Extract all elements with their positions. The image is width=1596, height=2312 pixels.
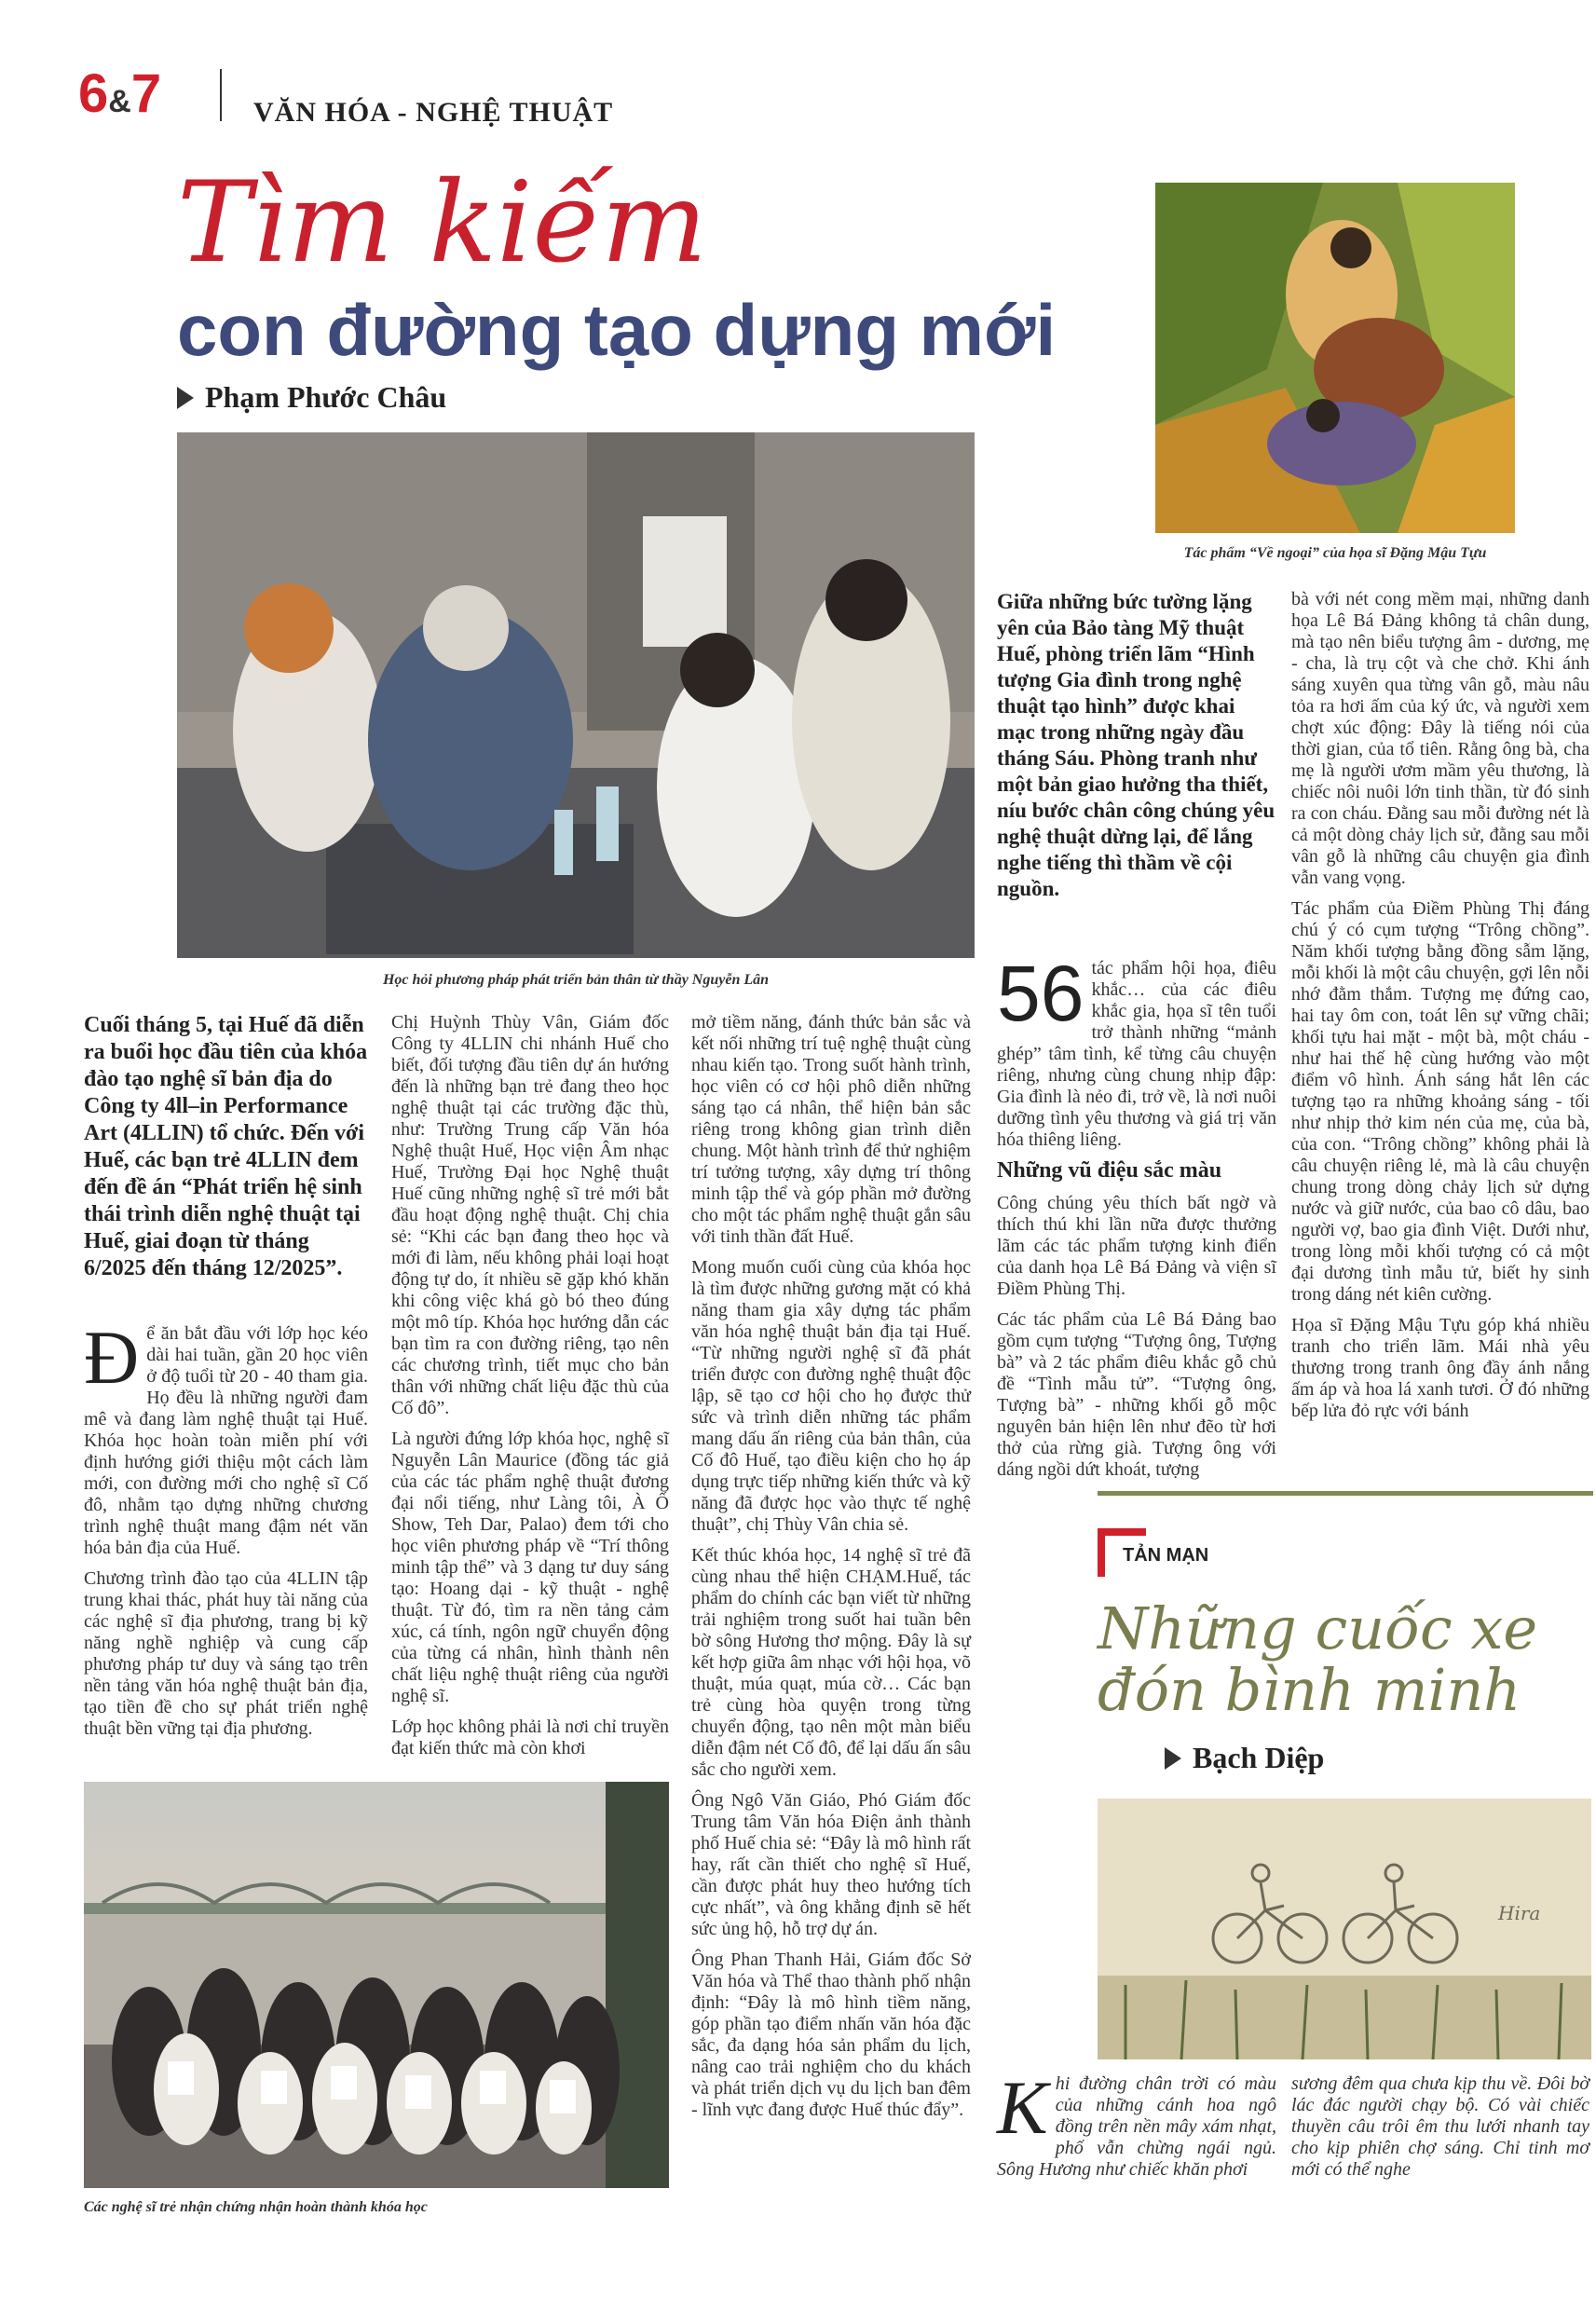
paragraph: Lớp học không phải là nơi chỉ truyền đạt kiến thức mà còn khơi — [391, 1717, 669, 1758]
painting-photo — [1155, 183, 1515, 533]
paragraph: Chị Huỳnh Thùy Vân, Giám đốc Công ty 4LLIN chi nhánh Huế cho biết, đối tượng đầu tiên dự án hướng đến là những bạn trẻ đang theo học nghệ thuật tại các trường đặc thù, như: Trường Trung cấp Văn hóa Nghệ thuật Huế, Học viện Âm nhạc Huế, Trường Đại học Nghệ thuật Huế cũng những nghệ sĩ trẻ mới bắt đầu hoạt động nghệ thuật. Chị chia sẻ: “Khi các bạn đang theo học và mới đi làm, nếu không phải loại hoạt động tự do, ít nhiều sẽ gặp khó khăn khi công việc khá gò bó theo đúng một mô típ. Khóa học hướng dẫn các bạn tìm ra con đường riêng, tạo nên các chương trình, tiết mục cho bản thân với những chất liệu đặc thù của Cố đô”. — [391, 1012, 669, 1418]
tan-man-column-2 — [1291, 2073, 1589, 2190]
triangle-icon — [177, 387, 194, 409]
art-lead: Giữa những bức tường lặng yên của Bảo tàng Mỹ thuật Huế, phòng triển lãm “Hình tượng Gia đình trong nghệ thuật tạo hình” được khai mạc trong những ngày đầu tháng Sáu. Phòng tranh như một bản giao hưởng tha thiết, níu bước chân công chúng yêu nghệ thuật dừng lại, để lắng nghe tiếng thì thầm về cội nguồn. — [997, 590, 1275, 900]
header-divider — [220, 69, 222, 121]
art-subhead: Những vũ điệu sắc màu — [997, 1158, 1222, 1183]
paragraph: Là người đứng lớp khóa học, nghệ sĩ Nguyễn Lân Maurice (đồng tác giả của các tác phẩm nghệ thuật đương đại nổi tiếng, như Làng tôi, À Ố Show, Teh Dar, Palao) đem tới cho học viên phương pháp về “Trí thông minh tập thể” và 3 dạng tư duy sáng tạo: Hoang dại - kỹ thuật - nghệ thuật. Từ đó, tìm ra nền tảng cảm xúc, cá tính, ngôn ngữ chuyển động của từng cá nhân, hình thành nên chất liệu nghệ thuật riêng của người nghệ sĩ. — [391, 1429, 669, 1706]
workshop-photo — [177, 432, 975, 958]
art-column-1: 56 tác phẩm hội họa, điêu khắc… của các điêu khắc gia, họa sĩ tên tuổi trở thành những “mảnh ghép” tâm tình, kể từng câu chuyện riêng, nhưng cùng chung nhịp đập: Gia đình là nẻo đi, trở về, là nơi nuôi dưỡng tình yêu thương và giá trị văn hóa thiêng liêng. Những vũ điệu sắc màu Công chúng yêu thích bất ngờ và thích thú khi lần nữa được thưởng lãm các tác phẩm tượng kinh điển của danh họa Lê Bá Đảng và viện sĩ Điềm Phùng Thị. Các tác phẩm của Lê Bá Đảng bao gồm cụm tượng “Tượng ông, Tượng bà” và 2 tác phẩm điêu khắc gỗ chủ đề “Tình mẫu tử”. “Tượng ông, Tượng bà” - những khối gỗ mộc nguyên bản hiện lên như đẽo từ hơi thở của rừng già. Tượng ông với dáng ngồi dứt khoát, tượng — [997, 950, 1276, 1480]
paragraph: sương đêm qua chưa kịp thu về. Đôi bờ lác đác người chạy bộ. Có vài chiếc thuyền câu trôi êm thu lưới nhanh tay cho kịp phiên chợ sáng. Chỉ tinh mơ mới có thể nghe — [1291, 2073, 1589, 2180]
paragraph: Ông Ngô Văn Giáo, Phó Giám đốc Trung tâm Văn hóa Điện ảnh thành phố Huế chia sẻ: “Đây là mô hình rất hay, rất cần thiết cho nghệ sĩ Huế, cần được phát huy theo hướng tích cực nhất”, và ông khẳng định sẽ hết sức ủng hộ, hỗ trợ dự án. — [691, 1790, 971, 1939]
tan-man-title: Những cuốc xe đón bình minh — [1098, 1594, 1538, 1724]
tan-man-byline: Bạch Diệp — [1165, 1741, 1324, 1775]
art-column-2 — [1291, 589, 1589, 1431]
article-lead: Cuối tháng 5, tại Huế đã diễn ra buổi học đầu tiên của khóa đào tạo nghệ sĩ bản địa do Công ty 4ll–in Performance Art (4LLIN) tổ chức. Đến với Huế, các bạn trẻ 4LLIN đem đến đề án “Phát triển hệ sinh thái trình diễn nghệ thuật tại Huế, giai đoạn từ tháng 6/2025 đến tháng 12/2025”. — [84, 1013, 368, 1280]
group-photo — [84, 1782, 669, 2188]
paragraph: bà với nét cong mềm mại, những danh họa Lê Bá Đảng không tả chân dung, mà tạo nên biểu tượng âm - dương, mẹ - cha, là trụ cột và che chở. Khi ánh sáng xuyên qua từng vân gỗ, màu nâu tỏa ra hơi ấm của ký ức, và người xem chợt xúc động: Đây là tiếng nói của thời gian, của tổ tiên. Rằng ông bà, cha mẹ là người ươm mầm yêu thương, là chiếc nôi nuôi lớn tinh thần, từ đó sinh ra con cháu. Đằng sau mỗi đường nét là cả một dòng chảy lịch sử, đằng sau mỗi vân gỗ là những câu chuyện gia đình vẫn vang vọng. — [1291, 589, 1589, 888]
group-photo-caption: Các nghệ sĩ trẻ nhận chứng nhận hoàn thành khóa học — [84, 2199, 428, 2215]
section-title: VĂN HÓA - NGHỆ THUẬT — [253, 97, 614, 128]
section-rule — [1098, 1491, 1593, 1496]
paragraph: Kết thúc khóa học, 14 nghệ sĩ trẻ đã cùng nhau thể hiện CHẠM.Huế, tác phẩm do chính các bạn viết từ những trải nghiệm trong suốt hai tuần bên bờ sông Hương thơ mộng. Đây là sự kết hợp giữa âm nhạc với hội họa, võ thuật, múa quạt, múa cờ… Các bạn trẻ cùng hòa quyện trong từng chuyển động, tạo nên một màn biểu diễn đậm nét Cố đô, để lại dấu ấn sâu sắc cho người xem. — [691, 1545, 971, 1780]
article-byline: Phạm Phước Châu — [177, 380, 446, 415]
paragraph: Công chúng yêu thích bất ngờ và thích thú khi lần nữa được thưởng lãm các tác phẩm tượng kinh điển của danh họa Lê Bá Đảng và viện sĩ Điềm Phùng Thị. — [997, 1193, 1276, 1299]
article-column-1: Để ăn bắt đầu với lớp học kéo dài hai tuần, gần 20 học viên ở độ tuổi từ 20 - 40 tham gia. Họ đều là những người đam mê và đang làm nghệ thuật tại Huế. Khóa học hoàn toàn miễn phí với định hướng giới thiệu một cách làm mới, con đường mới cho nghệ sĩ Cố đô, nhằm tạo dựng những chương trình nghệ thuật mang đậm nét văn hóa bản địa của Huế. Chương trình đào tạo của 4LLIN tập trung khai thác, phát huy tài năng của các nghệ sĩ địa phương, trang bị kỹ năng nghề nghiệp và cung cấp phương pháp tư duy và sáng tạo trên nền tảng văn hóa nghệ thuật bản địa, tạo tiền đề cho sự phát triển nghệ thuật bền vững tại địa phương. — [84, 1315, 368, 1739]
illustration-signature: Hira — [1498, 1902, 1541, 1924]
paragraph: Tác phẩm của Điềm Phùng Thị đáng chú ý có cụm tượng “Trông chồng”. Năm khối tượng bằng đồng sẫm lặng, mỗi khối là một câu chuyện, gợi lên nỗi nhớ đằm thắm. Tượng mẹ đứng cao, hai tay ôm con, toát lên sự vững chãi; khối tựu hai mặt - một bà, một cháu - như hai thế hệ cùng hướng vào một điểm vô hình. Ánh sáng hắt lên các tượng tạo ra những khoảng sáng - tối như nhịp thở kim nén của mẹ, của bà, của con. “Trông chồng” không phải là câu chuyện riêng lẻ, mà là câu chuyện chung trong dòng chảy lịch sử dựng nước và giữ nước, của bao cô dâu, bao người vợ, bao gia đình Việt. Dưới như, trong lòng mỗi khối tượng có cả một đại dương tình mẫu tử, biết hy sinh trong dáng nét kiên cường. — [1291, 898, 1589, 1305]
tan-man-label: TẢN MẠN — [1123, 1545, 1209, 1566]
page-number: 6&7 — [78, 63, 162, 124]
big-number: 56 — [997, 950, 1084, 1037]
article-column-2 — [391, 1012, 669, 1769]
paragraph: mở tiềm năng, đánh thức bản sắc và kết nối những trí tuệ nghệ thuật cùng nhau kiến tạo. Trong suốt hành trình, học viên có cơ hội phô diễn những sáng tạo cá nhân, thể hiện bản sắc riêng trong không gian trình diễn chung. Một hành trình để thử nghiệm trí tưởng tượng, xây dựng trí thông minh tập thể và góp phần mở đường cho một tác phẩm nghệ thuật gắn sâu với tinh thần đất Huế. — [691, 1012, 971, 1247]
article-title-main: con đường tạo dựng mới — [177, 289, 1057, 371]
paragraph: Mong muốn cuối cùng của khóa học là tìm được những gương mặt có khả năng tham gia xây dựng tác phẩm văn hóa nghệ thuật bản địa tại Huế. “Từ những người nghệ sĩ đã phát triển được con đường nghệ thuật độc lập, sẽ tạo cơ hội cho họ được thử sức và trình diễn những tác phẩm mang dấu ấn riêng của bản thân, của Cố đô Huế, tạo điều kiện cho họ áp dụng trực tiếp những kiến thức và kỹ năng đã được học vào thực tế nghệ thuật”, chị Thùy Vân chia sẻ. — [691, 1257, 971, 1535]
painting-caption: Tác phẩm “Về ngoại” của họa sĩ Đặng Mậu Tựu — [1183, 545, 1487, 561]
drop-cap: Đ — [84, 1315, 140, 1400]
triangle-icon — [1165, 1747, 1181, 1770]
paragraph: Chương trình đào tạo của 4LLIN tập trung khai thác, phát huy tài năng của các nghệ sĩ địa phương, trang bị kỹ năng nghề nghiệp và cung cấp phương pháp tư duy và sáng tạo trên nền tảng văn hóa nghệ thuật bản địa, tạo tiền đề cho sự phát triển nghệ thuật bền vững tại địa phương. — [84, 1568, 368, 1739]
article-title-script: Tìm kiếm — [177, 158, 708, 288]
tan-man-column-1: Khi đường chân trời có màu của những cánh hoa ngô đồng trên nền mây xám nhạt, phố vẫn chừng ngái ngủ. Sông Hương như chiếc khăn phơi — [997, 2065, 1276, 2180]
paragraph: Ông Phan Thanh Hải, Giám đốc Sở Văn hóa và Thể thao thành phố nhận định: “Đây là mô hình tiềm năng, góp phần tạo điểm nhấn văn hóa đặc sắc, đa dạng hóa sản phẩm du lịch, nâng cao trải nghiệm cho du khách và phát triển dịch vụ du lịch ban đêm - lĩnh vực đang được Huế thúc đẩy”. — [691, 1949, 971, 2120]
paragraph: Các tác phẩm của Lê Bá Đảng bao gồm cụm tượng “Tượng ông, Tượng bà” và 2 tác phẩm điêu khắc gỗ chủ đề “Tình mẫu tử”. “Tượng ông, Tượng bà” - những khối gỗ mộc nguyên bản hiện lên như đẽo từ hơi thở của rừng già. Tượng ông với dáng ngồi dứt khoát, tượng — [997, 1309, 1276, 1480]
workshop-photo-caption: Học hỏi phương pháp phát triển bản thân từ thầy Nguyễn Lân — [382, 972, 770, 988]
paragraph: Họa sĩ Đặng Mậu Tựu góp khá nhiều tranh cho triển lãm. Mái nhà yêu thương trong tranh ông đầy ánh nắng ấm áp và hoa lá xanh tươi. Ở đó những bếp lửa đỏ rực với bánh — [1291, 1315, 1589, 1421]
bicycle-illustration — [1098, 1799, 1591, 2059]
drop-cap: K — [997, 2065, 1048, 2150]
article-column-3 — [691, 1012, 971, 2130]
